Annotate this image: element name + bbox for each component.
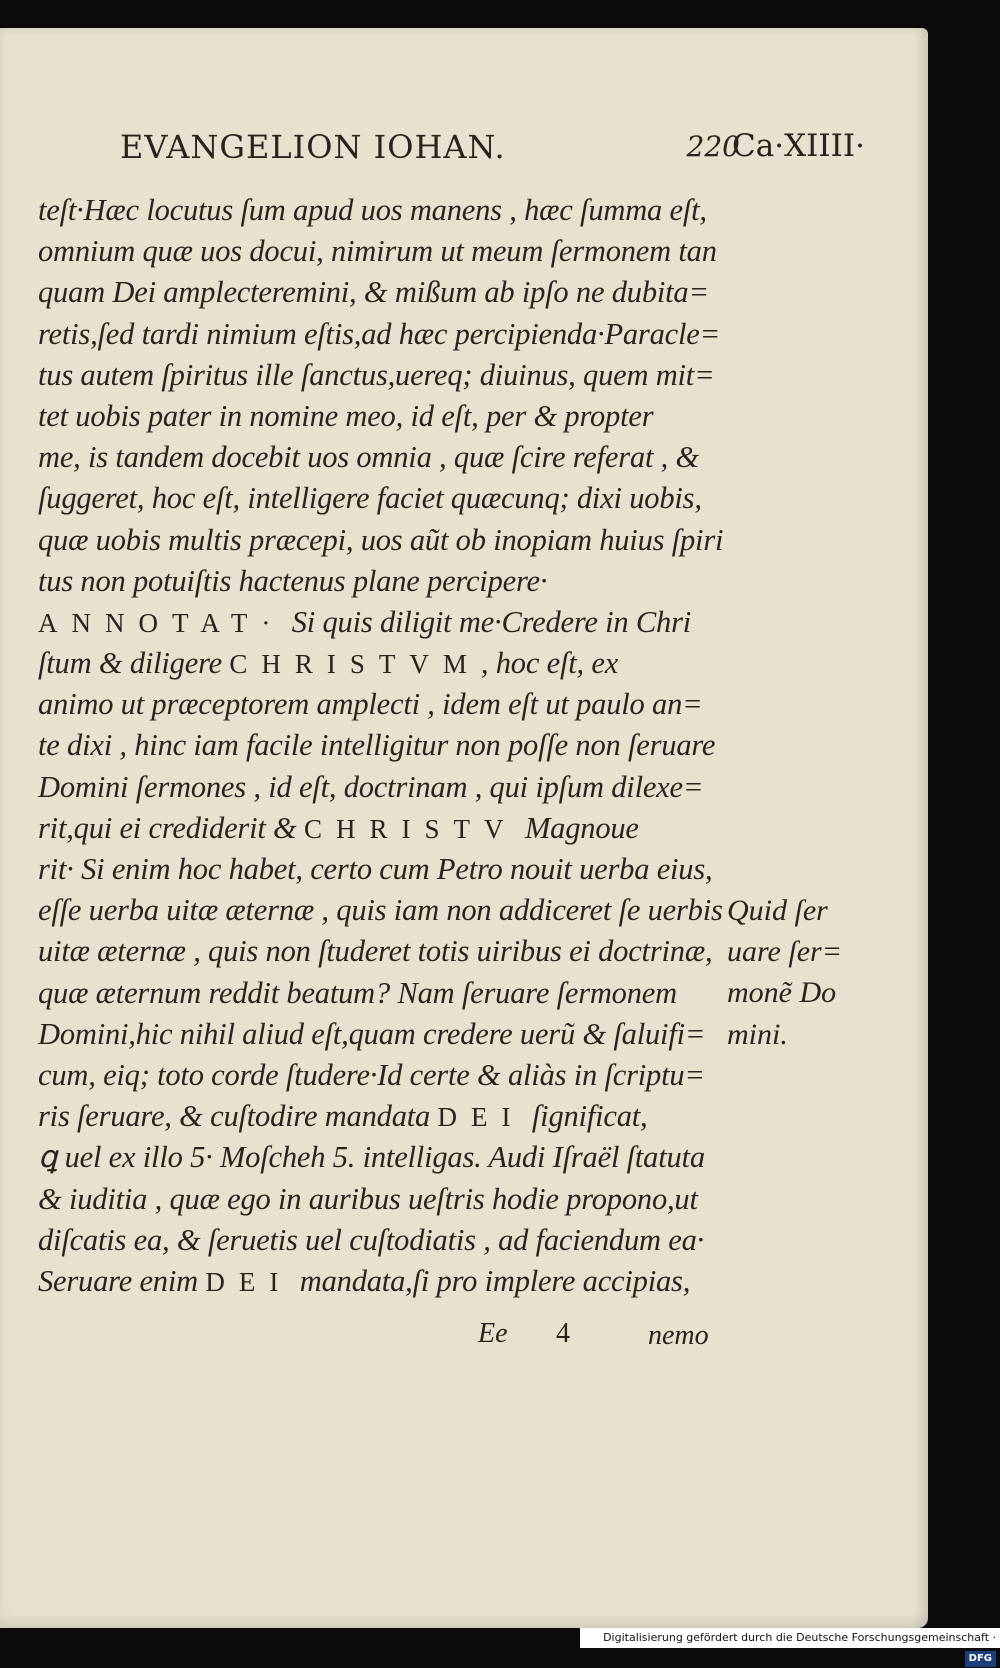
small-caps-word: DEI	[437, 1102, 525, 1133]
text-line	[38, 190, 738, 231]
text-line	[38, 1014, 738, 1055]
text-segment: teſt·Hæc locutus ſum apud uos manens , hæc ſumma eſt,	[38, 193, 707, 227]
text-segment: eſſe uerba uitæ æternæ , quis iam non addiceret ſe uerbis	[38, 893, 723, 928]
text-line	[38, 478, 738, 519]
text-segment: Domini,hic nihil aliud eſt,quam credere uerũ	[38, 1016, 583, 1051]
text-line	[38, 520, 738, 561]
text-segment: Si quis diligit me·Credere in Chri	[284, 604, 692, 639]
text-segment: ſtum	[38, 646, 99, 681]
running-head	[120, 128, 865, 168]
text-line	[38, 1220, 738, 1261]
text-segment: rit· Si enim hoc habet, certo cum Petro nouit uerba eius,	[38, 852, 713, 886]
marginal-note-line: uare ſer=	[727, 935, 842, 969]
text-segment: ſeruetis uel cuſtodiatis , ad faciendum ea·	[200, 1222, 705, 1257]
text-segment: Magnoue	[517, 810, 639, 845]
text-segment: rit,qui ei crediderit	[38, 810, 274, 845]
text-segment: uitæ æternæ , quis non ſtuderet totis uiribus ei doctrinæ,	[38, 934, 713, 969]
text-segment: &	[477, 1057, 501, 1092]
text-segment: propter	[556, 398, 654, 433]
chapter-label: Ca·XIIII·	[732, 128, 865, 164]
marginal-note-line: monẽ Do	[727, 976, 837, 1010]
marginal-note	[727, 890, 857, 1055]
text-segment: quæ uobis multis præcepi, uos aũt ob inopiam huius ſpiri	[38, 522, 724, 557]
text-segment: , hoc eſt, ex	[480, 646, 619, 681]
text-segment: tus autem ſpiritus ille ſanctus,uereq; diuinus, quem mit=	[38, 357, 715, 392]
marginal-note-line: Quid ſer	[727, 894, 828, 927]
text-segment: &	[176, 1222, 201, 1257]
text-line	[38, 931, 738, 972]
text-segment: ſuggeret, hoc eſt, intelligere faciet quæcunq; dixi uobis,	[38, 481, 702, 516]
text-segment: diſcatis ea,	[38, 1222, 177, 1257]
text-segment: &	[582, 1016, 606, 1051]
text-segment: quæ æternum reddit beatum? Nam ſeruare ſermonem	[38, 975, 677, 1010]
text-segment: tus non potuiſtis hactenus plane percipere·	[38, 563, 548, 598]
text-line	[38, 1055, 738, 1096]
text-segment: Seruare enim	[38, 1263, 206, 1298]
text-segment: retis,ſed tardi nimium eſtis,ad hæc percipienda·Paracle=	[38, 316, 720, 351]
text-line	[38, 396, 738, 437]
text-segment: cum, eiq; toto corde ſtudere·Id certe	[38, 1057, 478, 1092]
text-segment: &	[179, 1099, 203, 1134]
text-segment: ſignificat,	[524, 1099, 648, 1134]
folio-number: 220	[686, 130, 740, 163]
text-segment: iuditia , quæ ego in auribus ueſtris hodie propono,ut	[61, 1181, 698, 1216]
small-caps-word: DEI	[205, 1266, 293, 1297]
text-line	[38, 314, 738, 355]
text-line	[38, 725, 738, 766]
text-line	[38, 1137, 738, 1178]
text-segment: tet uobis pater in nomine meo, id eſt, per	[38, 398, 534, 433]
small-caps-word: ANNOTAT·	[38, 607, 285, 638]
text-line	[38, 643, 738, 684]
signature-mark: Ee	[478, 1318, 508, 1349]
text-segment: mandata,ſi pro implere accipias,	[292, 1263, 691, 1298]
catchword: nemo	[648, 1320, 709, 1351]
text-segment: quam Dei amplecteremini,	[38, 275, 364, 310]
text-segment: &	[533, 398, 557, 433]
text-line	[38, 973, 738, 1014]
text-segment: me, is tandem docebit uos omnia , quæ ſcire referat ,	[38, 440, 676, 475]
digitization-footer	[580, 1628, 1000, 1664]
text-line	[38, 808, 738, 849]
small-caps-word: CHRISTVM	[229, 649, 481, 680]
text-segment: &	[38, 1181, 62, 1216]
text-segment: &	[675, 440, 700, 475]
text-line	[38, 1179, 738, 1220]
running-head-title: EVANGELION IOHAN.	[120, 128, 506, 166]
small-caps-word: CHRISTV	[304, 813, 518, 844]
text-segment: ſaluifi=	[605, 1016, 706, 1051]
text-segment: ris ſeruare,	[38, 1099, 180, 1134]
catchline	[478, 1318, 738, 1358]
text-segment: cuſtodire mandata	[202, 1099, 438, 1134]
text-segment: omnium quæ uos docui, nimirum ut meum ſermonem tan	[38, 234, 717, 269]
footer-credit: Digitalisierung gefördert durch die Deutsche Forschungsgemeinschaft ·	[603, 1631, 996, 1644]
text-line	[38, 602, 738, 643]
text-line	[38, 1096, 738, 1137]
text-segment: &	[98, 646, 123, 681]
book-page	[0, 28, 928, 1628]
text-line	[38, 849, 738, 890]
text-segment: ꝗ uel ex illo 5· Moſcheh 5. intelligas. Audi Iſraël ſtatuta	[38, 1140, 705, 1175]
dfg-logo: DFG	[965, 1651, 996, 1667]
text-segment	[297, 811, 304, 845]
text-line	[38, 684, 738, 725]
main-text-block	[38, 190, 738, 1302]
text-segment: te dixi , hinc iam facile intelligitur non poſſe non ſeruare	[38, 728, 716, 763]
marginal-note-line: mini.	[727, 1017, 788, 1051]
text-line	[38, 231, 738, 272]
text-segment: animo ut præceptorem amplecti , idem eſt ut paulo an=	[38, 687, 703, 722]
text-segment: &	[363, 275, 388, 310]
text-line	[38, 272, 738, 313]
text-line	[38, 561, 738, 602]
text-line	[38, 890, 738, 931]
text-segment: mißum ab ipſo ne dubita=	[387, 275, 709, 310]
signature-number: 4	[556, 1318, 570, 1349]
text-line	[38, 1261, 738, 1302]
text-line	[38, 355, 738, 396]
text-segment: Domini ſermones , id eſt, doctrinam , qui ipſum dilexe=	[38, 769, 704, 804]
text-line	[38, 767, 738, 808]
text-segment: &	[273, 810, 297, 845]
text-line	[38, 437, 738, 478]
text-segment: diligere	[122, 646, 230, 681]
text-segment: aliàs in ſcriptu=	[500, 1057, 705, 1092]
